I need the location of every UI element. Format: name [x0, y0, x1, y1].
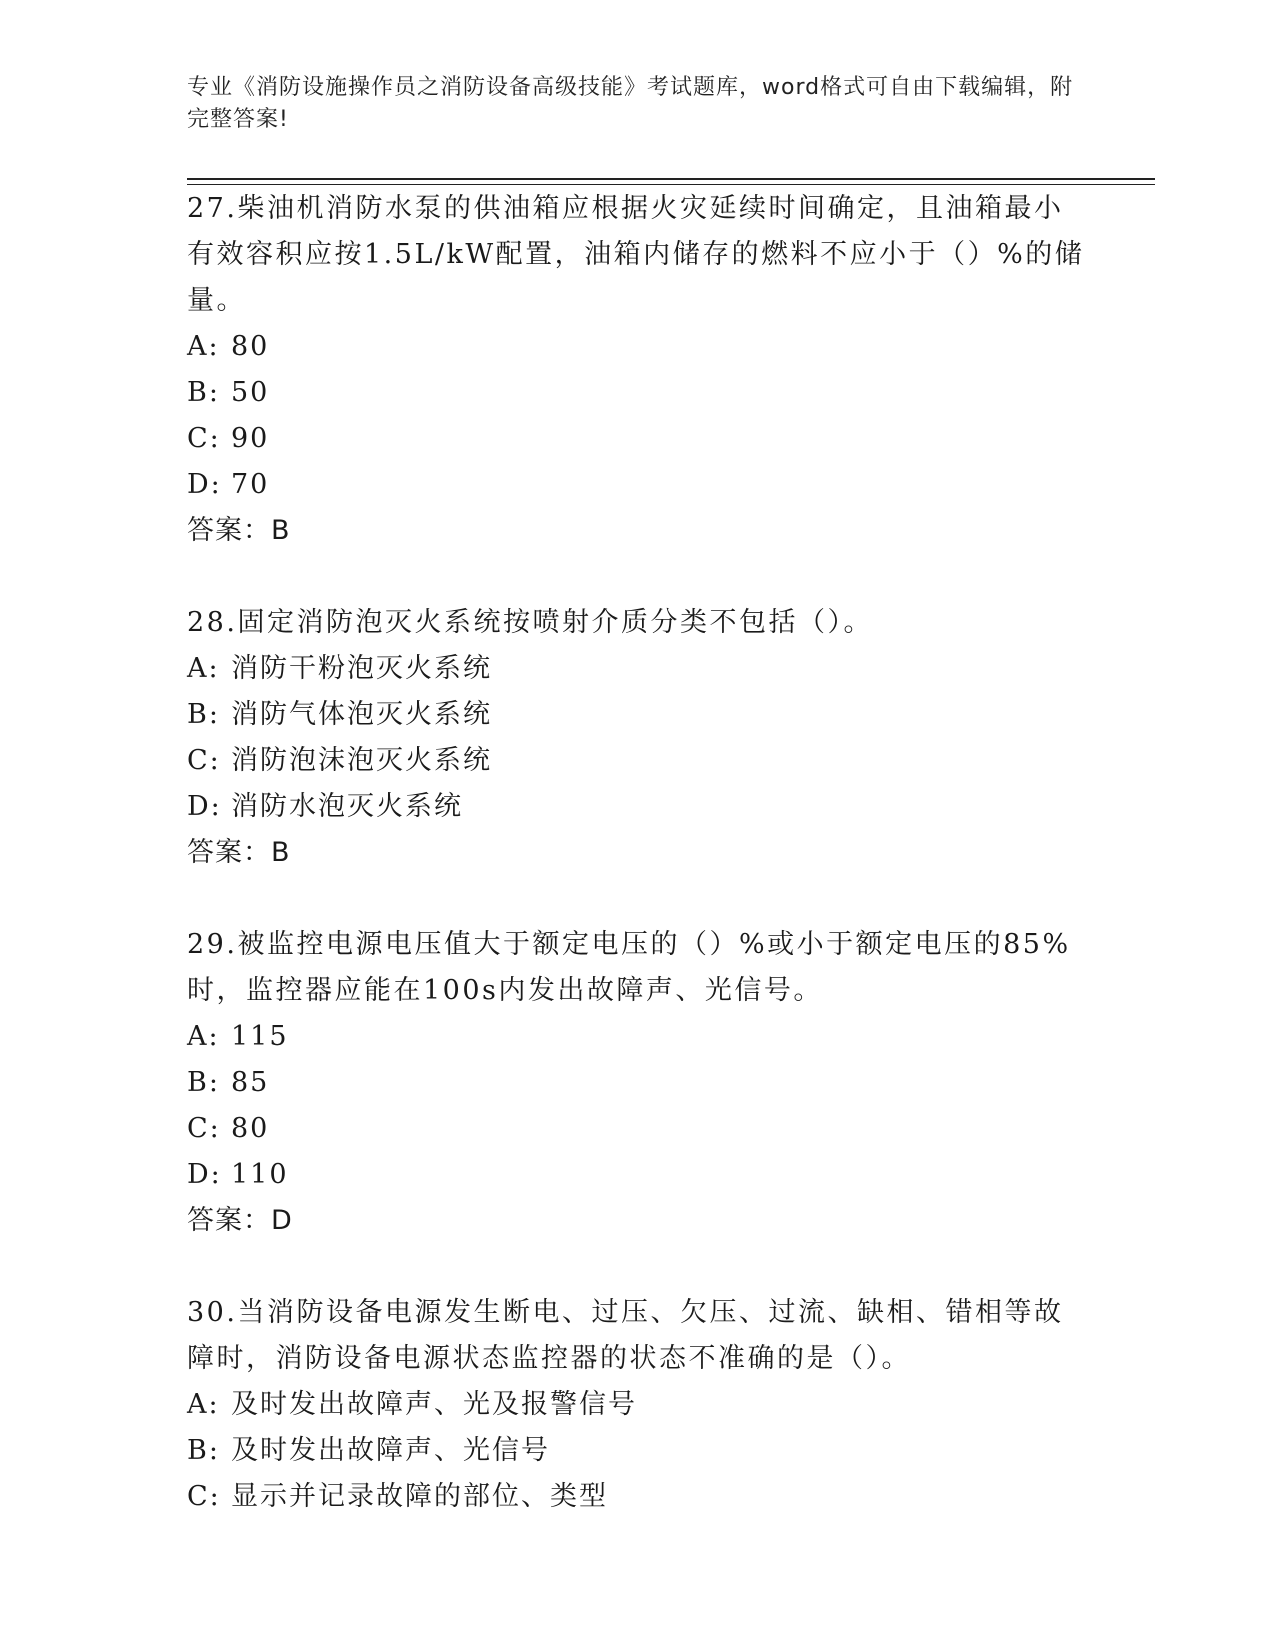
header-divider-thin — [187, 184, 1155, 185]
option-b — [187, 1428, 1087, 1474]
option-c — [187, 738, 1087, 784]
option-text: 50 — [231, 377, 270, 408]
option-a — [187, 1382, 1087, 1428]
header-divider-thick — [187, 178, 1155, 180]
answer-line: 答案：D — [187, 1205, 293, 1236]
document-intro: 专业《消防设施操作员之消防设备高级技能》考试题库，word格式可自由下载编辑，附完整答案! — [187, 75, 1074, 132]
option-key: D: — [187, 469, 222, 500]
option-text: 80 — [231, 331, 270, 362]
option-c — [187, 1106, 1087, 1152]
option-a — [187, 324, 1087, 370]
option-key: B: — [187, 1435, 220, 1466]
question-gap — [187, 876, 1087, 922]
question-stem: 27.柴油机消防水泵的供油箱应根据火灾延续时间确定，且油箱最小有效容积应按1.5L/kW配置，油箱内储存的燃料不应小于（）%的储量。 — [187, 193, 1085, 316]
option-text: 85 — [231, 1067, 270, 1098]
option-text: 消防干粉泡灭火系统 — [231, 653, 492, 684]
option-key: A: — [187, 1389, 220, 1420]
question-28 — [187, 600, 1087, 876]
option-d — [187, 1152, 1087, 1198]
option-d — [187, 784, 1087, 830]
option-key: D: — [187, 791, 222, 822]
question-29 — [187, 922, 1087, 1244]
option-text: 及时发出故障声、光及报警信号 — [231, 1389, 637, 1420]
answer-line: 答案：B — [187, 515, 291, 546]
question-stem: 30.当消防设备电源发生断电、过压、欠压、过流、缺相、错相等故障时，消防设备电源状态监控器的状态不准确的是（）。 — [187, 1297, 1064, 1374]
question-gap — [187, 1244, 1087, 1290]
option-key: A: — [187, 653, 220, 684]
option-b — [187, 1060, 1087, 1106]
option-key: B: — [187, 1067, 220, 1098]
option-key: C: — [187, 423, 221, 454]
question-30 — [187, 1290, 1087, 1520]
question-stem: 29.被监控电源电压值大于额定电压的（）%或小于额定电压的85%时，监控器应能在100s内发出故障声、光信号。 — [187, 929, 1071, 1006]
option-text: 及时发出故障声、光信号 — [231, 1435, 550, 1466]
option-key: C: — [187, 1481, 221, 1512]
option-text: 70 — [231, 469, 270, 500]
question-27 — [187, 186, 1087, 554]
option-text: 115 — [231, 1021, 289, 1052]
option-text: 显示并记录故障的部位、类型 — [231, 1481, 608, 1512]
question-list — [187, 186, 1087, 1520]
option-text: 80 — [231, 1113, 270, 1144]
option-text: 消防泡沫泡灭火系统 — [231, 745, 492, 776]
option-text: 110 — [231, 1159, 289, 1190]
option-text: 90 — [231, 423, 270, 454]
option-a — [187, 1014, 1087, 1060]
option-c — [187, 1474, 1087, 1520]
option-a — [187, 646, 1087, 692]
option-text: 消防水泡灭火系统 — [231, 791, 463, 822]
option-key: B: — [187, 699, 220, 730]
option-c — [187, 416, 1087, 462]
option-text: 消防气体泡灭火系统 — [231, 699, 492, 730]
option-b — [187, 370, 1087, 416]
option-key: A: — [187, 331, 220, 362]
question-stem: 28.固定消防泡灭火系统按喷射介质分类不包括（）。 — [187, 607, 873, 638]
option-key: C: — [187, 1113, 221, 1144]
question-gap — [187, 554, 1087, 600]
option-d — [187, 462, 1087, 508]
option-key: A: — [187, 1021, 220, 1052]
option-key: B: — [187, 377, 220, 408]
answer-line: 答案：B — [187, 837, 291, 868]
option-key: C: — [187, 745, 221, 776]
option-key: D: — [187, 1159, 222, 1190]
option-b — [187, 692, 1087, 738]
